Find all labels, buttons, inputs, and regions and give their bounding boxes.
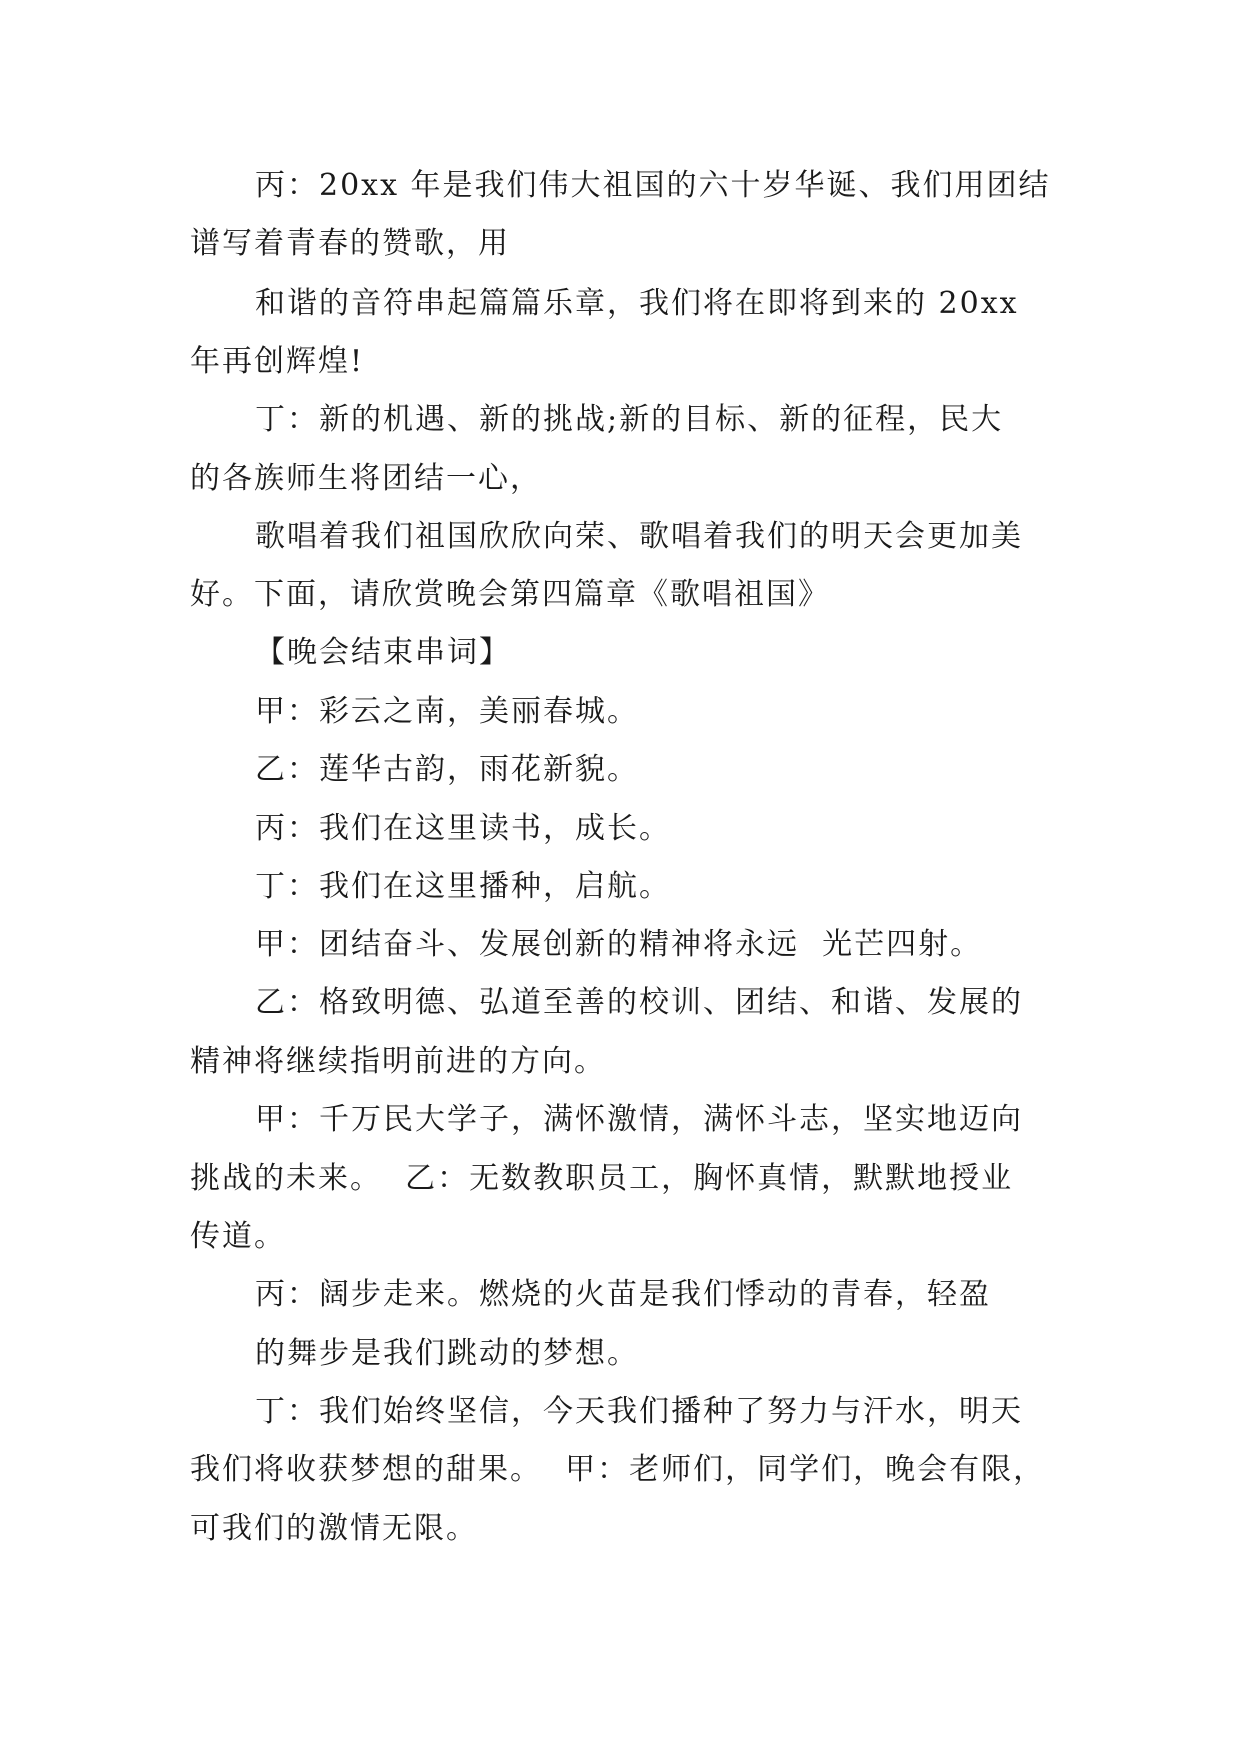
text-line: 我们将收获梦想的甜果。 甲：老师们，同学们，晚会有限，: [190, 1452, 1046, 1487]
text-line: 乙：莲华古韵，雨花新貌。: [255, 752, 639, 787]
text-line: 的舞步是我们跳动的梦想。: [255, 1336, 639, 1371]
text-line: 丁：我们始终坚信，今天我们播种了努力与汗水，明天: [255, 1394, 1023, 1429]
text-line: 乙：格致明德、弘道至善的校训、团结、和谐、发展的: [255, 985, 1023, 1020]
text-line: 精神将继续指明前进的方向。: [190, 1044, 606, 1079]
text-line: 谱写着青春的赞歌，用: [190, 226, 510, 261]
text-line: 丁：新的机遇、新的挑战;新的目标、新的征程，民大: [255, 402, 1004, 437]
section-heading: 【晚会结束串词】: [255, 635, 511, 670]
text-line: 年再创辉煌!: [190, 344, 365, 379]
text-line: 歌唱着我们祖国欣欣向荣、歌唱着我们的明天会更加美: [255, 519, 1023, 554]
text-line: 丙：我们在这里读书，成长。: [255, 811, 671, 846]
text-line: 可我们的激情无限。: [190, 1511, 478, 1546]
text-line: 甲：彩云之南，美丽春城。: [255, 694, 639, 729]
text-line: 甲：千万民大学子，满怀激情，满怀斗志，坚实地迈向: [255, 1102, 1023, 1137]
text-line: 挑战的未来。 乙：无数教职员工，胸怀真情，默默地授业: [190, 1161, 1014, 1196]
text-line: 丙：阔步走来。燃烧的火苗是我们悸动的青春，轻盈: [255, 1277, 991, 1312]
text-line: 传道。: [190, 1219, 286, 1254]
text-line: 甲：团结奋斗、发展创新的精神将永远 光芒四射。: [255, 927, 983, 962]
text-line: 的各族师生将团结一心，: [190, 461, 542, 496]
text-line: 好。下面，请欣赏晚会第四篇章《歌唱祖国》: [190, 577, 830, 612]
text-line: 和谐的音符串起篇篇乐章，我们将在即将到来的 20xx: [255, 286, 1019, 321]
text-line: 丁：我们在这里播种，启航。: [255, 869, 671, 904]
text-line: 丙：20xx 年是我们伟大祖国的六十岁华诞、我们用团结: [255, 168, 1051, 203]
